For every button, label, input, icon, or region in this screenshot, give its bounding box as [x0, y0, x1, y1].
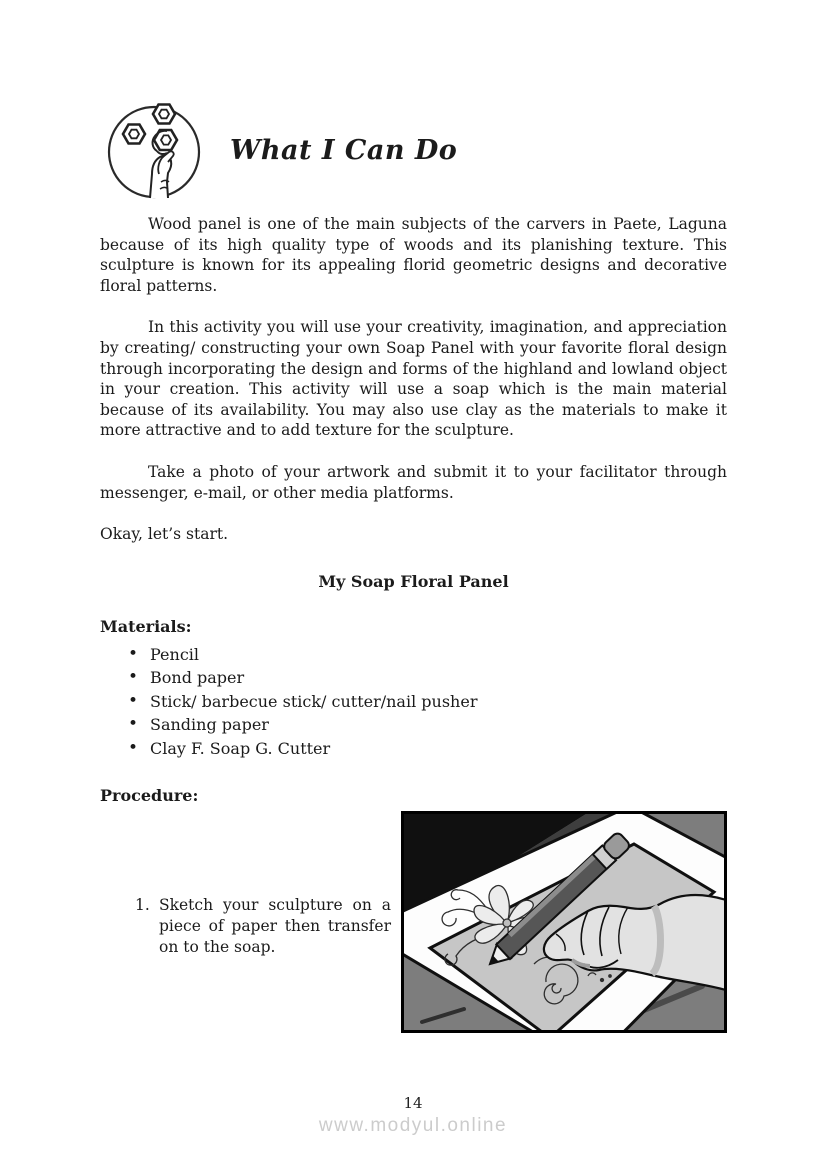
intro-text — [100, 214, 727, 545]
material-item: • Sanding paper — [128, 713, 727, 737]
material-item: • Pencil — [128, 643, 727, 667]
material-item: • Stick/ barbecue stick/ cutter/nail pusher — [128, 690, 727, 714]
paragraph-activity-description: In this activity you will use your creativity, imagination, and appreciation by creating/ constructing your own Soap Panel with your favorite floral design through incorporating the design and forms of the highland and lowland object in your creation. This activity will use a soap which is the main material because of its availability. You may also use clay as the materials to make it more attractive and to add texture for the sculpture. — [100, 318, 727, 440]
material-item: • Bond paper — [128, 666, 727, 690]
materials-list — [100, 643, 727, 761]
lead-in-text: Okay, let’s start. — [100, 525, 229, 544]
page-title: What I Can Do — [230, 134, 458, 166]
watermark: www.modyul.online — [318, 1115, 508, 1136]
step-number: 1. — [135, 896, 150, 915]
material-item: • Clay F. Soap G. Cutter — [128, 737, 727, 761]
section-header — [100, 96, 727, 204]
activity-title: My Soap Floral Panel — [318, 571, 509, 591]
materials-label: Materials: — [100, 616, 192, 636]
step-text: Sketch your sculpture on a piece of paper then transfer on to the soap. — [159, 896, 391, 957]
sketching-illustration — [401, 811, 727, 1033]
procedure-step-1 — [100, 811, 401, 1033]
paragraph-submission: Take a photo of your artwork and submit it to your facilitator through messenger, e-mail, or other media platforms. — [100, 462, 727, 502]
procedure-label: Procedure: — [100, 786, 199, 806]
hand-wrench-nuts-icon — [106, 96, 202, 204]
page-number: 14 — [403, 1094, 423, 1112]
paragraph-wood-panel: Wood panel is one of the main subjects of the carvers in Paete, Laguna because of its high quality type of woods and its planishing texture. This sculpture is known for its appealing florid geometric designs and decorative floral patterns. — [100, 215, 727, 295]
procedure-step-row — [100, 811, 727, 1033]
